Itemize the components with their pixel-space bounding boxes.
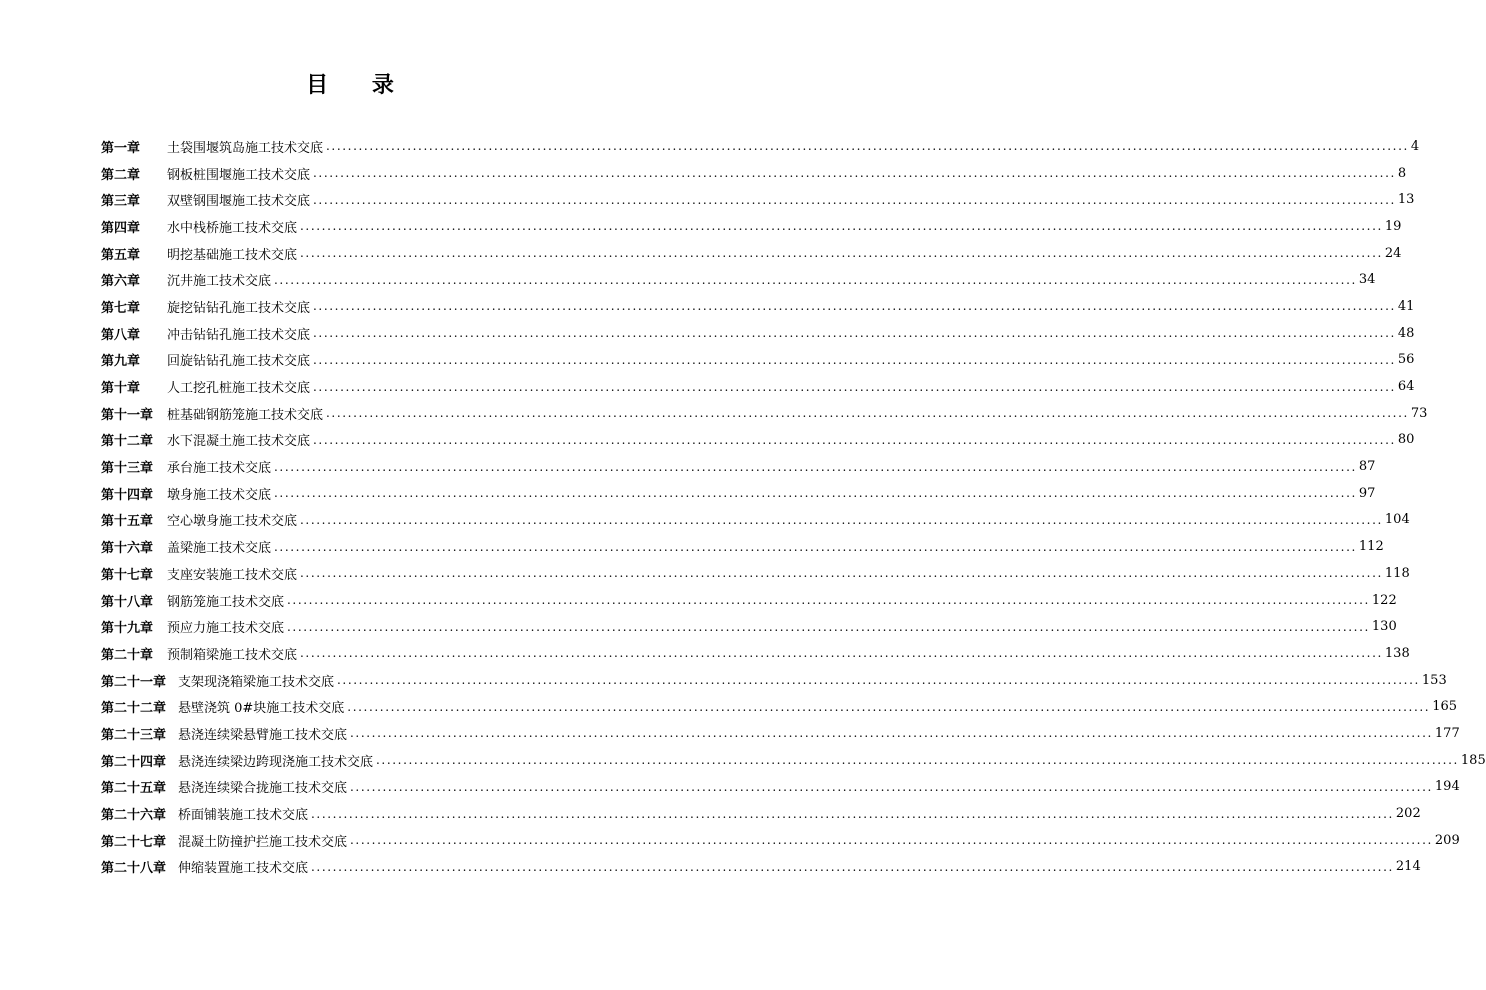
toc-chapter-number: 第八章 [101, 327, 141, 343]
toc-chapter-number: 第一章 [101, 140, 141, 156]
toc-chapter-title: 回旋钻钻孔施工技术交底 [167, 354, 311, 370]
toc-page-number: 185 [1460, 752, 1486, 768]
toc-dot-leader: ........................................................................................................................................................................................................ [311, 806, 1394, 821]
toc-chapter-title: 钢板桩围堰施工技术交底 [167, 167, 311, 183]
toc-dot-leader: ........................................................................................................................................................................................................ [274, 459, 1357, 474]
toc-chapter-number: 第十二章 [101, 434, 154, 450]
toc-page-number: 194 [1434, 779, 1460, 795]
toc-entry[interactable] [101, 160, 1407, 187]
toc-entry[interactable] [101, 427, 1415, 454]
toc-chapter-number: 第九章 [101, 354, 141, 370]
toc-chapter-title: 支架现浇箱梁施工技术交底 [178, 674, 335, 690]
toc-entry[interactable] [101, 587, 1397, 614]
toc-dot-leader: ........................................................................................................................................................................................................ [300, 566, 1383, 581]
toc-chapter-title: 明挖基础施工技术交底 [167, 247, 298, 263]
toc-chapter-title: 双壁钢围堰施工技术交底 [167, 194, 311, 210]
toc-title: 目 录 [306, 72, 412, 98]
toc-dot-leader: ........................................................................................................................................................................................................ [313, 192, 1396, 207]
toc-dot-leader: ........................................................................................................................................................................................................ [274, 539, 1357, 554]
toc-chapter-number: 第二十四章 [101, 754, 167, 770]
toc-chapter-number: 第二十章 [101, 647, 154, 663]
toc-entry[interactable] [101, 640, 1410, 667]
toc-chapter-number: 第二十三章 [101, 727, 167, 743]
toc-page-number: 112 [1358, 539, 1384, 555]
toc-page-number: 13 [1397, 192, 1415, 208]
toc-entry[interactable] [101, 560, 1410, 587]
toc-chapter-number: 第六章 [101, 274, 141, 290]
toc-chapter-number: 第十八章 [101, 594, 154, 610]
toc-dot-leader: ........................................................................................................................................................................................................ [300, 246, 1383, 261]
toc-chapter-title: 钢筋笼施工技术交底 [167, 594, 285, 610]
toc-chapter-number: 第三章 [101, 194, 141, 210]
toc-dot-leader: ........................................................................................................................................................................................................ [313, 299, 1396, 314]
toc-chapter-title: 沉井施工技术交底 [167, 274, 272, 290]
toc-chapter-title: 桥面铺装施工技术交底 [178, 808, 309, 824]
toc-page-number: 48 [1397, 325, 1415, 341]
toc-dot-leader: ........................................................................................................................................................................................................ [311, 859, 1394, 874]
toc-chapter-number: 第七章 [101, 300, 141, 316]
toc-chapter-title: 伸缩装置施工技术交底 [178, 861, 309, 877]
toc-chapter-number: 第十九章 [101, 621, 154, 637]
toc-page-number: 118 [1384, 565, 1410, 581]
toc-page-number: 24 [1384, 245, 1402, 261]
toc-entry[interactable] [101, 827, 1460, 854]
toc-chapter-title: 悬壁浇筑 0#块施工技术交底 [178, 701, 345, 717]
toc-chapter-title: 悬浇连续梁悬臂施工技术交底 [178, 727, 348, 743]
toc-dot-leader: ........................................................................................................................................................................................................ [350, 726, 1433, 741]
toc-dot-leader: ........................................................................................................................................................................................................ [313, 352, 1396, 367]
toc-chapter-number: 第十七章 [101, 567, 154, 583]
toc-chapter-number: 第十章 [101, 381, 141, 397]
toc-entry[interactable] [101, 854, 1421, 881]
toc-list [101, 133, 1486, 880]
toc-page-number: 80 [1397, 432, 1415, 448]
toc-entry[interactable] [101, 293, 1415, 320]
toc-chapter-title: 桩基础钢筋笼施工技术交底 [167, 407, 324, 423]
toc-dot-leader: ........................................................................................................................................................................................................ [274, 486, 1357, 501]
toc-page-number: 104 [1384, 512, 1410, 528]
toc-page-number: 165 [1432, 699, 1458, 715]
toc-page-number: 56 [1397, 352, 1415, 368]
toc-chapter-title: 承台施工技术交底 [167, 461, 272, 477]
toc-entry[interactable] [101, 720, 1460, 747]
toc-chapter-title: 旋挖钻钻孔施工技术交底 [167, 300, 311, 316]
toc-dot-leader: ........................................................................................................................................................................................................ [287, 619, 1370, 634]
toc-chapter-number: 第五章 [101, 247, 141, 263]
toc-entry[interactable] [101, 400, 1428, 427]
toc-chapter-title: 混凝土防撞护拦施工技术交底 [178, 834, 348, 850]
toc-chapter-number: 第十五章 [101, 514, 154, 530]
toc-chapter-title: 土袋围堰筑岛施工技术交底 [167, 140, 324, 156]
toc-dot-leader: ........................................................................................................................................................................................................ [347, 699, 1431, 714]
toc-entry[interactable] [101, 800, 1421, 827]
toc-chapter-number: 第二十二章 [101, 701, 167, 717]
toc-entry[interactable] [101, 213, 1402, 240]
toc-entry[interactable] [101, 373, 1415, 400]
toc-chapter-title: 墩身施工技术交底 [167, 487, 272, 503]
toc-page-number: 209 [1434, 832, 1460, 848]
toc-page-number: 138 [1384, 645, 1410, 661]
toc-entry[interactable] [101, 667, 1447, 694]
toc-page-number: 153 [1421, 672, 1447, 688]
toc-dot-leader: ........................................................................................................................................................................................................ [313, 432, 1396, 447]
toc-page-number: 19 [1384, 218, 1402, 234]
toc-chapter-title: 悬浇连续梁边跨现浇施工技术交底 [178, 754, 374, 770]
toc-chapter-number: 第二十八章 [101, 861, 167, 877]
toc-entry[interactable] [101, 613, 1397, 640]
toc-page-number: 177 [1434, 725, 1460, 741]
toc-chapter-title: 人工挖孔桩施工技术交底 [167, 381, 311, 397]
toc-entry[interactable] [101, 133, 1420, 160]
toc-dot-leader: ........................................................................................................................................................................................................ [300, 219, 1383, 234]
toc-chapter-title: 预制箱梁施工技术交底 [167, 647, 298, 663]
toc-page-number: 87 [1358, 459, 1376, 475]
toc-dot-leader: ........................................................................................................................................................................................................ [274, 272, 1357, 287]
toc-page-number: 97 [1358, 485, 1376, 501]
toc-chapter-title: 盖梁施工技术交底 [167, 541, 272, 557]
toc-entry[interactable] [101, 453, 1376, 480]
toc-dot-leader: ........................................................................................................................................................................................................ [313, 326, 1396, 341]
toc-chapter-title: 预应力施工技术交底 [167, 621, 285, 637]
toc-page-number: 34 [1358, 272, 1376, 288]
toc-entry[interactable] [101, 266, 1376, 293]
toc-dot-leader: ........................................................................................................................................................................................................ [313, 166, 1396, 181]
toc-chapter-title: 冲击钻钻孔施工技术交底 [167, 327, 311, 343]
toc-entry[interactable] [101, 747, 1486, 774]
toc-entry[interactable] [101, 693, 1458, 720]
toc-dot-leader: ........................................................................................................................................................................................................ [287, 593, 1370, 608]
toc-chapter-title: 水下混凝土施工技术交底 [167, 434, 311, 450]
toc-entry[interactable] [101, 186, 1415, 213]
toc-dot-leader: ........................................................................................................................................................................................................ [326, 406, 1409, 421]
toc-page-number: 122 [1371, 592, 1397, 608]
toc-page-number: 8 [1397, 165, 1407, 181]
toc-dot-leader: ........................................................................................................................................................................................................ [350, 779, 1433, 794]
toc-dot-leader: ........................................................................................................................................................................................................ [326, 139, 1409, 154]
toc-page-number: 130 [1371, 619, 1397, 635]
toc-dot-leader: ........................................................................................................................................................................................................ [337, 673, 1420, 688]
toc-entry[interactable] [101, 533, 1384, 560]
toc-chapter-title: 水中栈桥施工技术交底 [167, 220, 298, 236]
toc-page-number: 41 [1397, 298, 1415, 314]
toc-chapter-title: 支座安装施工技术交底 [167, 567, 298, 583]
toc-page-number: 202 [1395, 806, 1421, 822]
toc-chapter-number: 第四章 [101, 220, 141, 236]
toc-dot-leader: ........................................................................................................................................................................................................ [300, 512, 1383, 527]
toc-page-number: 64 [1397, 379, 1415, 395]
toc-chapter-title: 空心墩身施工技术交底 [167, 514, 298, 530]
toc-chapter-number: 第十四章 [101, 487, 154, 503]
toc-chapter-number: 第二十七章 [101, 834, 167, 850]
toc-entry[interactable] [101, 507, 1410, 534]
toc-dot-leader: ........................................................................................................................................................................................................ [376, 753, 1459, 768]
toc-entry[interactable] [101, 774, 1460, 801]
toc-page-number: 4 [1410, 138, 1420, 154]
toc-chapter-number: 第二章 [101, 167, 141, 183]
toc-chapter-number: 第十一章 [101, 407, 154, 423]
toc-page-number: 214 [1395, 859, 1421, 875]
toc-dot-leader: ........................................................................................................................................................................................................ [350, 833, 1433, 848]
toc-chapter-number: 第二十一章 [101, 674, 167, 690]
toc-entry[interactable] [101, 347, 1415, 374]
toc-chapter-number: 第二十五章 [101, 781, 167, 797]
toc-page-number: 73 [1410, 405, 1428, 421]
toc-chapter-number: 第二十六章 [101, 808, 167, 824]
toc-entry[interactable] [101, 480, 1376, 507]
toc-chapter-title: 悬浇连续梁合拢施工技术交底 [178, 781, 348, 797]
toc-dot-leader: ........................................................................................................................................................................................................ [300, 646, 1383, 661]
toc-entry[interactable] [101, 320, 1415, 347]
toc-chapter-number: 第十六章 [101, 541, 154, 557]
toc-dot-leader: ........................................................................................................................................................................................................ [313, 379, 1396, 394]
toc-chapter-number: 第十三章 [101, 461, 154, 477]
toc-entry[interactable] [101, 240, 1402, 267]
